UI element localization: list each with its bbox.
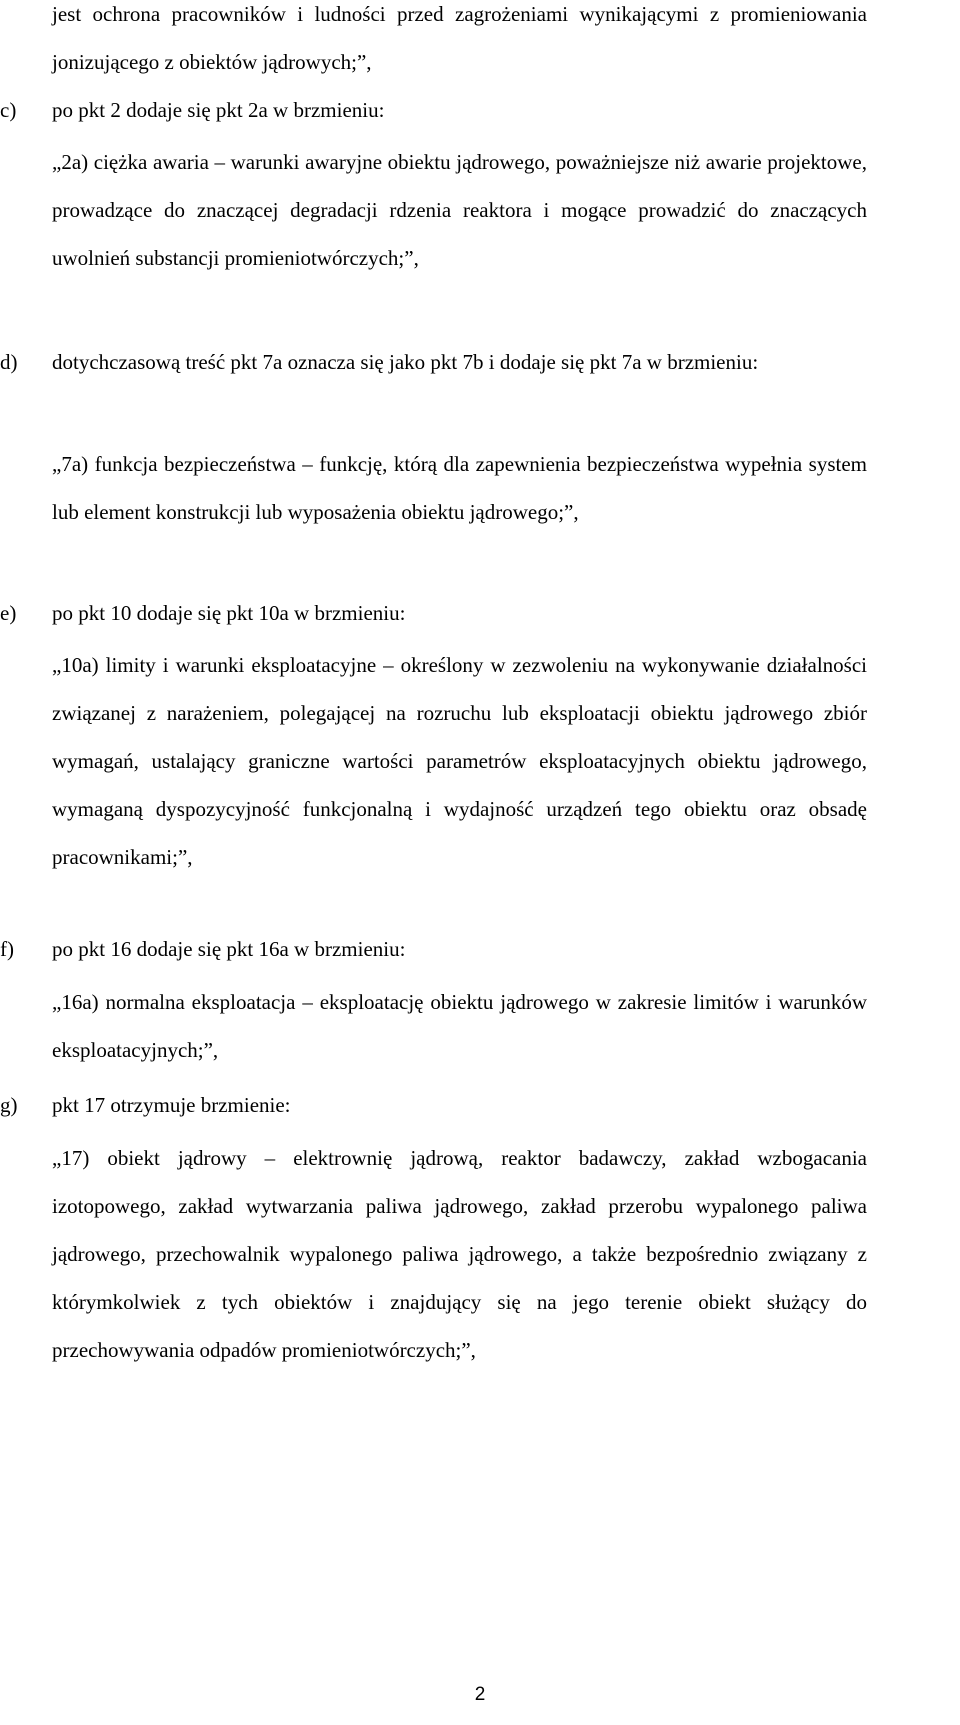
list-item-e (0, 589, 867, 637)
paragraph-definition-7a: „7a) funkcja bezpieczeństwa – funkcję, którą dla zapewnienia bezpieczeństwa wypełnia system lub element konstrukcji lub wyposażenia obiektu jądrowego;”, (52, 452, 867, 524)
list-marker: f) (0, 937, 14, 961)
list-item-c (0, 86, 867, 134)
list-marker: d) (0, 350, 18, 374)
list-item-text: pkt 17 otrzymuje brzmienie: (52, 1093, 291, 1117)
paragraph-definition-2a: „2a) ciężka awaria – warunki awaryjne obiektu jądrowego, poważniejsze niż awarie projektowe, prowadzące do znaczącej degradacji rdzenia reaktora i mogące prowadzić do znaczących uwolnień substancji promieniotwórczych;”, (52, 150, 867, 270)
list-item-f (0, 925, 867, 973)
paragraph-definition-10a: „10a) limity i warunki eksploatacyjne – określony w zezwoleniu na wykonywanie działalności związanej z narażeniem, polegającej na rozruchu lub eksploatacji obiektu jądrowego zbiór wymagań, ustalający graniczne wartości parametrów eksploatacyjnych obiektu jądrowego, wymaganą dyspozycyjność funkcjonalną i wydajność urządzeń tego obiektu oraz obsadę pracownikami;”, (52, 653, 867, 869)
paragraph-definition-16a: „16a) normalna eksploatacja – eksploatację obiektu jądrowego w zakresie limitów i warunków eksploatacyjnych;”, (52, 990, 867, 1062)
list-item-text: dotychczasową treść pkt 7a oznacza się jako pkt 7b i dodaje się pkt 7a w brzmieniu: (52, 350, 759, 374)
list-item-text: po pkt 2 dodaje się pkt 2a w brzmieniu: (52, 98, 385, 122)
paragraph-intro-continuation: jest ochrona pracowników i ludności przed zagrożeniami wynikającymi z promieniowania jonizującego z obiektów jądrowych;”, (52, 2, 867, 74)
list-item-g (0, 1081, 867, 1129)
list-marker: g) (0, 1093, 18, 1117)
list-item-text: po pkt 16 dodaje się pkt 16a w brzmieniu: (52, 937, 406, 961)
list-item-text: po pkt 10 dodaje się pkt 10a w brzmieniu: (52, 601, 406, 625)
page-number: 2 (474, 1684, 486, 1705)
list-marker: e) (0, 601, 17, 625)
list-marker: c) (0, 98, 17, 122)
paragraph-definition-17: „17) obiekt jądrowy – elektrownię jądrową, reaktor badawczy, zakład wzbogacania izotopowego, zakład wytwarzania paliwa jądrowego, zakład przerobu wypalonego paliwa jądrowego, przechowalnik wypalonego paliwa jądrowego, a także bezpośrednio związany z którymkolwiek z tych obiektów i znajdujący się na jego terenie obiekt służący do przechowywania odpadów promieniotwórczych;”, (52, 1146, 867, 1362)
list-item-d (0, 338, 867, 386)
